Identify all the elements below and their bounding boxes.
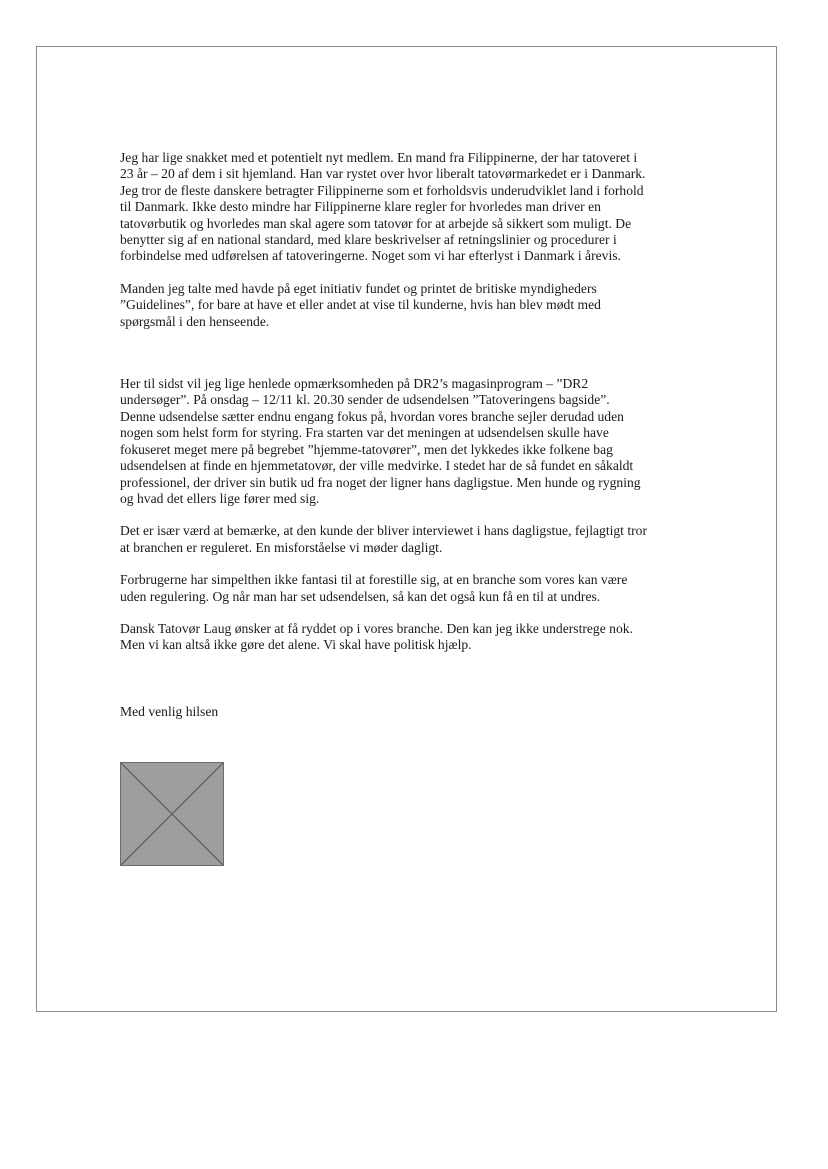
paragraph-dr2-program: Her til sidst vil jeg lige henlede opmærksomheden på DR2’s magasinprogram – ”DR2 undersøger”. På onsdag – 12/11 kl. 20.30 sender de udsendelsen ”Tatoveringens bagside”. Denne udsendelse sætter endnu engang fokus på, hvordan vores branche sejler derudad uden nogen som helst form for styring. Fra starten var det meningen at udsendelsen skulle have fokuseret meget mere på begrebet ”hjemme-tatovører”, men det lykkedes ikke folkene bag udsendelsen at finde en hjemmetatovør, der ville medvirke. I stedet har de så fundet en såkaldt professionel, der driver sin butik ud fra noget der ligner hans dagligstue. Men hunde og rygning og hvad det ellers lige fører med sig. xyxy=(120,376,641,506)
closing-greeting: Med venlig hilsen xyxy=(120,703,219,719)
placeholder-cross-icon xyxy=(121,763,223,865)
paragraph-guidelines: Manden jeg talte med havde på eget initiativ fundet og printet de britiske myndigheders ”Guidelines”, for bare at have et eller andet at vise til kunderne, hvis han blev mødt med spørgsmål i den henseende. xyxy=(120,280,601,329)
paragraph-forbrugerne: Forbrugerne har simpelthen ikke fantasi til at forestille sig, at en branche som vores kan være uden regulering. Og når man har set udsendelsen, så kan det også kun få en til at undres. xyxy=(120,572,628,604)
paragraph-kunde-interview: Det er især værd at bemærke, at den kunde der bliver interviewet i hans dagligstue, fejlagtigt tror at branchen er reguleret. En misforståelse vi møder dagligt. xyxy=(120,523,647,555)
image-placeholder-icon xyxy=(120,762,224,866)
letter-body xyxy=(120,150,690,720)
paragraph-filippinerne: Jeg har lige snakket med et potentielt nyt medlem. En mand fra Filippinerne, der har tatoveret i 23 år – 20 af dem i sit hjemland. Han var rystet over hvor liberalt tatovørmarkedet er i Danmark. Jeg tror de fleste danskere betragter Filippinerne som et forholdsvis underudviklet land i forhold til Danmark. Ikke desto mindre har Filippinerne klare regler for hvorledes man driver en tatovørbutik og hvorledes man skal agere som tatovør for at arbejde så sikkert som muligt. De benytter sig af en national standard, med klare beskrivelser af retningslinier og procedurer i forbindelse med udførelsen af tatoveringerne. Noget som vi har efterlyst i Danmark i årevis. xyxy=(120,150,646,264)
paragraph-dansk-tatovoer-laug: Dansk Tatovør Laug ønsker at få ryddet op i vores branche. Den kan jeg ikke understrege nok. Men vi kan altså ikke gøre det alene. Vi skal have politisk hjælp. xyxy=(120,620,633,653)
